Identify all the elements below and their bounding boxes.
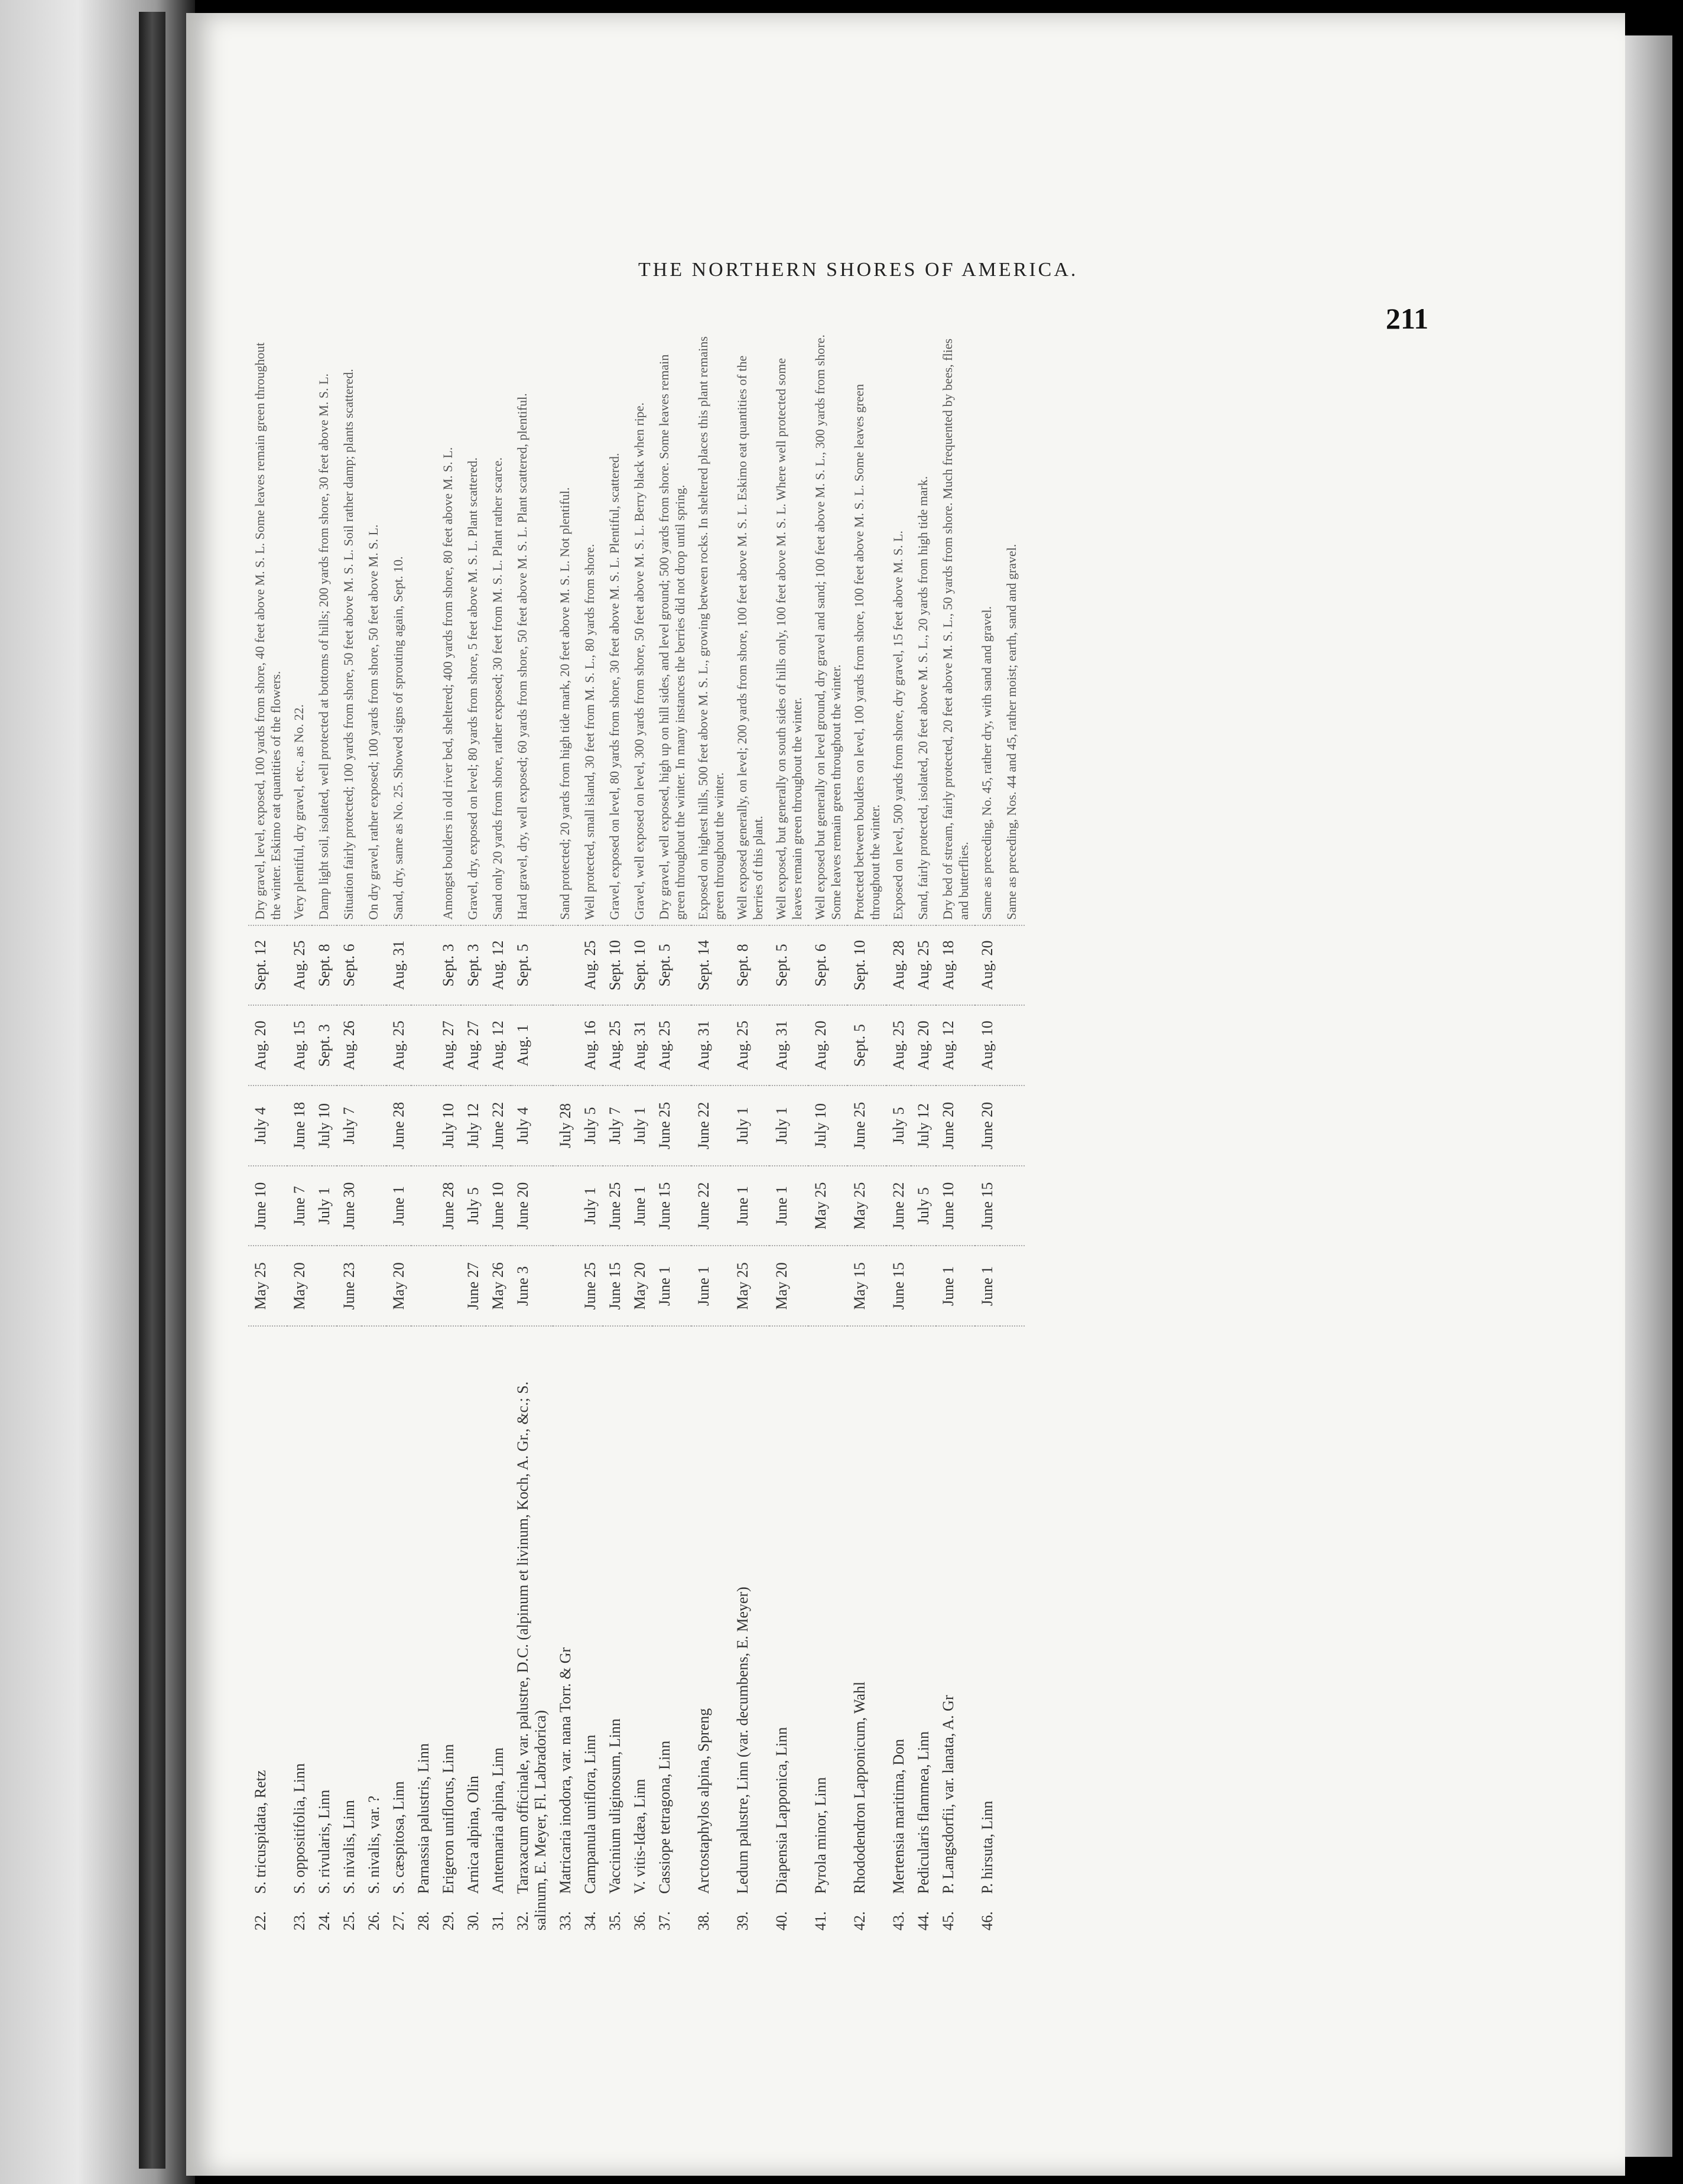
table-row: [287, 328, 312, 1935]
entry-number: 25.: [340, 1911, 358, 1930]
date-cell: June 15: [975, 1166, 1000, 1246]
species-name: Parnassia palustris, Linn: [415, 1743, 432, 1894]
date-cell: Aug. 27: [461, 1005, 486, 1086]
species-cell: [362, 1326, 386, 1935]
date-cell: Aug. 27: [436, 1005, 461, 1086]
remarks-cell: Sand, fairly protected, isolated, 20 feet above M. S. L., 20 yards from high tide mark.: [911, 328, 936, 925]
table-row: [312, 328, 337, 1935]
book-spine-shadow: [139, 12, 165, 2169]
table-body: [248, 328, 1025, 1935]
species-name: Pedicularis flammea, Linn: [915, 1731, 932, 1894]
species-name: S. tricuspidata, Retz: [252, 1770, 269, 1894]
date-cell: Aug. 31: [769, 1005, 808, 1086]
species-name: Antennaria alpina, Linn: [489, 1747, 506, 1894]
date-cell: June 1: [691, 1246, 730, 1327]
date-cell: [1000, 1086, 1025, 1166]
species-cell: [769, 1326, 808, 1935]
species-cell: [411, 1326, 436, 1935]
date-cell: Aug. 25: [911, 925, 936, 1006]
species-cell: [461, 1326, 486, 1935]
date-cell: May 20: [287, 1246, 312, 1327]
remarks-cell: Very plentiful, dry gravel, etc., as No. 22.: [287, 328, 312, 925]
date-cell: Sept. 5: [847, 1005, 886, 1086]
date-cell: Sept. 8: [730, 925, 769, 1006]
date-cell: Aug. 20: [911, 1005, 936, 1086]
species-name: Arctostaphylos alpina, Spreng: [695, 1708, 712, 1894]
species-name: Arnica alpina, Olin: [464, 1776, 482, 1894]
date-cell: June 22: [886, 1166, 911, 1246]
date-cell: [436, 1246, 461, 1327]
species-name: V. vitis-Idæa, Linn: [631, 1779, 648, 1894]
date-cell: June 10: [486, 1166, 511, 1246]
remarks-cell: Well exposed generally, on level; 200 yards from shore, 100 feet above M. S. L. Eskimo eat quantities of the berries of this plant.: [730, 328, 769, 925]
date-cell: [312, 1246, 337, 1327]
date-cell: May 20: [628, 1246, 652, 1327]
remarks-cell: Dry gravel, well exposed, high up on hill sides, and level ground; 500 yards from shore. Some leaves remain green throughout the winter. In many instances the berries did not drop until spring.: [652, 328, 691, 925]
date-cell: May 25: [248, 1246, 287, 1327]
entry-number: 26.: [365, 1911, 382, 1930]
date-cell: Aug. 10: [975, 1005, 1000, 1086]
date-cell: June 1: [386, 1166, 411, 1246]
date-cell: May 25: [847, 1166, 886, 1246]
entry-number: 40.: [773, 1911, 790, 1930]
date-cell: June 20: [936, 1086, 975, 1166]
entry-number: 24.: [316, 1911, 333, 1930]
date-cell: [362, 1166, 386, 1246]
facing-page-edge: [0, 0, 195, 2184]
date-cell: Sept. 3: [436, 925, 461, 1006]
species-cell: [486, 1326, 511, 1935]
species-name: S. oppositifolia, Linn: [291, 1763, 308, 1894]
species-cell: [628, 1326, 652, 1935]
date-cell: [1000, 1246, 1025, 1327]
date-cell: Aug. 20: [975, 925, 1000, 1006]
table-row: [411, 328, 436, 1935]
species-name: Mertensia maritima, Don: [890, 1738, 907, 1894]
date-cell: Aug. 25: [578, 925, 603, 1006]
date-cell: June 22: [691, 1086, 730, 1166]
entry-number: 41.: [812, 1911, 829, 1930]
entry-number: 46.: [979, 1911, 996, 1930]
species-cell: [936, 1326, 975, 1935]
date-cell: June 25: [847, 1086, 886, 1166]
species-name: Pyrola minor, Linn: [812, 1777, 829, 1894]
date-cell: [1000, 1005, 1025, 1086]
date-cell: May 25: [808, 1166, 847, 1246]
species-cell: [808, 1326, 847, 1935]
observation-table: [248, 328, 1025, 1935]
date-cell: July 4: [511, 1086, 553, 1166]
table-row: [769, 328, 808, 1935]
date-cell: Sept. 14: [691, 925, 730, 1006]
date-cell: [553, 1166, 578, 1246]
entry-number: 27.: [390, 1911, 407, 1930]
date-cell: June 15: [603, 1246, 628, 1327]
date-cell: July 1: [769, 1086, 808, 1166]
date-cell: June 1: [975, 1246, 1000, 1327]
date-cell: [411, 1166, 436, 1246]
date-cell: June 25: [578, 1246, 603, 1327]
entry-number: 34.: [581, 1911, 599, 1930]
date-cell: Sept. 3: [312, 1005, 337, 1086]
table-row: [553, 328, 578, 1935]
species-cell: [553, 1326, 578, 1935]
remarks-cell: Same as preceding, Nos. 44 and 45, rather moist; earth, sand and gravel.: [1000, 328, 1025, 925]
date-cell: June 22: [486, 1086, 511, 1166]
table-row: [578, 328, 603, 1935]
table-row: [975, 328, 1000, 1935]
date-cell: Aug. 20: [808, 1005, 847, 1086]
date-cell: Aug. 12: [936, 1005, 975, 1086]
entry-number: 31.: [489, 1911, 506, 1930]
date-cell: Sept. 10: [628, 925, 652, 1006]
date-cell: [362, 1005, 386, 1086]
table-row: [847, 328, 886, 1935]
date-cell: Aug. 25: [886, 1005, 911, 1086]
species-cell: [603, 1326, 628, 1935]
date-cell: June 1: [769, 1166, 808, 1246]
remarks-cell: Dry bed of stream, fairly protected, 20 feet above M. S. L., 50 yards from shore. Much frequented by bees, flies and butterflies.: [936, 328, 975, 925]
remarks-cell: Sand, dry, same as No. 25. Showed signs of sprouting again, Sept. 10.: [386, 328, 411, 925]
date-cell: July 7: [337, 1086, 362, 1166]
table-row: [248, 328, 287, 1935]
species-name: Vaccinium uliginosum, Linn: [606, 1718, 623, 1894]
table-row: [691, 328, 730, 1935]
date-cell: Sept. 5: [652, 925, 691, 1006]
remarks-cell: Gravel, dry, exposed on level; 80 yards from shore, 5 feet above M. S. L. Plant scattered.: [461, 328, 486, 925]
species-name: Erigeron uniflorus, Linn: [440, 1744, 457, 1894]
date-cell: Sept. 5: [511, 925, 553, 1006]
date-cell: June 20: [975, 1086, 1000, 1166]
entry-number: 33.: [557, 1911, 574, 1930]
date-cell: Aug. 20: [248, 1005, 287, 1086]
species-cell: [691, 1326, 730, 1935]
date-cell: Aug. 25: [603, 1005, 628, 1086]
species-cell: [436, 1326, 461, 1935]
species-cell: [312, 1326, 337, 1935]
species-name: P. Langsdorfii, var. lanata, A. Gr: [940, 1695, 957, 1894]
date-cell: July 7: [603, 1086, 628, 1166]
date-cell: June 3: [511, 1246, 553, 1327]
date-cell: July 10: [808, 1086, 847, 1166]
species-cell: [337, 1326, 362, 1935]
entry-number: 32.: [514, 1911, 531, 1930]
date-cell: June 18: [287, 1086, 312, 1166]
species-cell: [248, 1326, 287, 1935]
entry-number: 38.: [695, 1911, 712, 1930]
remarks-cell: Protected between boulders on level, 100 yards from shore, 100 feet above M. S. L. Some leaves green throughout the winter.: [847, 328, 886, 925]
date-cell: July 5: [911, 1166, 936, 1246]
date-cell: Aug. 28: [886, 925, 911, 1006]
species-cell: [847, 1326, 886, 1935]
table-row: [337, 328, 362, 1935]
entry-number: 23.: [291, 1911, 308, 1930]
date-cell: June 25: [652, 1086, 691, 1166]
date-cell: Aug. 12: [486, 925, 511, 1006]
date-cell: [553, 925, 578, 1006]
remarks-cell: Well protected, small island, 30 feet from M. S. L., 80 yards from shore.: [578, 328, 603, 925]
table-row: [603, 328, 628, 1935]
species-name: Rhododendron Lapponicum, Wahl: [851, 1681, 868, 1894]
species-cell: [911, 1326, 936, 1935]
remarks-cell: Exposed on highest hills, 500 feet above M. S. L., growing between rocks. In sheltered places this plant remains green throughout the winter.: [691, 328, 730, 925]
date-cell: Sept. 6: [337, 925, 362, 1006]
date-cell: June 28: [386, 1086, 411, 1166]
date-cell: May 15: [847, 1246, 886, 1327]
remarks-cell: Same as preceding, No. 45, rather dry, with sand and gravel.: [975, 328, 1000, 925]
date-cell: July 10: [312, 1086, 337, 1166]
table-row: [511, 328, 553, 1935]
species-name: Ledum palustre, Linn (var. decumbens, E. Meyer): [734, 1587, 751, 1894]
remarks-cell: Well exposed but generally on level ground, dry gravel and sand; 100 feet above M. S. L., 300 yards from shore. Some leaves remain green throughout the winter.: [808, 328, 847, 925]
remarks-cell: Dry gravel, level, exposed, 100 yards from shore, 40 feet above M. S. L. Some leaves remain green throughout the winter. Eskimo eat quantities of the flowers.: [248, 328, 287, 925]
date-cell: [362, 925, 386, 1006]
date-cell: June 10: [248, 1166, 287, 1246]
date-cell: [1000, 1166, 1025, 1246]
date-cell: July 12: [911, 1086, 936, 1166]
date-cell: [411, 925, 436, 1006]
date-cell: June 1: [730, 1166, 769, 1246]
date-cell: July 1: [312, 1166, 337, 1246]
remarks-cell: Damp light soil, isolated, well protected at bottoms of hills; 200 yards from shore, 30 feet above M. S. L.: [312, 328, 337, 925]
species-name: S. nivalis, Linn: [340, 1800, 358, 1894]
date-cell: July 1: [578, 1166, 603, 1246]
species-cell: [886, 1326, 911, 1935]
date-cell: [553, 1246, 578, 1327]
date-cell: July 5: [578, 1086, 603, 1166]
date-cell: June 1: [628, 1166, 652, 1246]
species-cell: [652, 1326, 691, 1935]
date-cell: June 1: [936, 1246, 975, 1327]
remarks-cell: On dry gravel, rather exposed; 100 yards from shore, 50 feet above M. S. L.: [362, 328, 386, 925]
entry-number: 39.: [734, 1911, 751, 1930]
date-cell: Sept. 10: [847, 925, 886, 1006]
date-cell: [411, 1246, 436, 1327]
table-row: [486, 328, 511, 1935]
date-cell: July 1: [730, 1086, 769, 1166]
remarks-cell: [411, 328, 436, 925]
remarks-cell: Situation fairly protected; 100 yards from shore, 50 feet above M. S. L. Soil rather damp; plants scattered.: [337, 328, 362, 925]
entry-number: 35.: [606, 1911, 623, 1930]
date-cell: Sept. 10: [603, 925, 628, 1006]
remarks-cell: Hard gravel, dry, well exposed; 60 yards from shore, 50 feet above M. S. L. Plant scattered, plentiful.: [511, 328, 553, 925]
species-name: Cassiope tetragona, Linn: [656, 1740, 673, 1894]
date-cell: June 22: [691, 1166, 730, 1246]
date-cell: Aug. 25: [386, 1005, 411, 1086]
date-cell: June 27: [461, 1246, 486, 1327]
remarks-cell: Sand only 20 yards from shore, rather exposed; 30 feet from M. S. L. Plant rather scarce.: [486, 328, 511, 925]
species-name: Taraxacum officinale, var. palustre, D.C. (alpinum et livinum, Koch, A. Gr., &c.; S. salinum, E. Meyer, Fl. Labradorica): [514, 1381, 549, 1930]
entry-number: 29.: [440, 1911, 457, 1930]
date-cell: June 10: [936, 1166, 975, 1246]
date-cell: [411, 1086, 436, 1166]
date-cell: Sept. 12: [248, 925, 287, 1006]
date-cell: Sept. 5: [769, 925, 808, 1006]
entry-number: 30.: [464, 1911, 482, 1930]
table-row: [628, 328, 652, 1935]
species-cell: [578, 1326, 603, 1935]
table-row: [461, 328, 486, 1935]
remarks-cell: Amongst boulders in old river bed, sheltered; 400 yards from shore, 80 feet above M. S. L.: [436, 328, 461, 925]
date-cell: June 1: [652, 1246, 691, 1327]
date-cell: Sept. 3: [461, 925, 486, 1006]
table-row: [362, 328, 386, 1935]
species-cell: [1000, 1326, 1025, 1935]
date-cell: Sept. 8: [312, 925, 337, 1006]
table-row: [1000, 328, 1025, 1935]
table-row: [730, 328, 769, 1935]
species-cell: [730, 1326, 769, 1935]
date-cell: [411, 1005, 436, 1086]
date-cell: June 15: [652, 1166, 691, 1246]
date-cell: June 23: [337, 1246, 362, 1327]
date-cell: Aug. 18: [936, 925, 975, 1006]
date-cell: [553, 1005, 578, 1086]
table-row: [936, 328, 975, 1935]
date-cell: May 20: [769, 1246, 808, 1327]
species-name: Campanula uniflora, Linn: [581, 1734, 599, 1894]
date-cell: May 20: [386, 1246, 411, 1327]
date-cell: [911, 1246, 936, 1327]
entry-number: 22.: [252, 1911, 269, 1930]
species-name: S. nivalis, var. ?: [365, 1795, 382, 1894]
entry-number: 44.: [915, 1911, 932, 1930]
date-cell: June 25: [603, 1166, 628, 1246]
date-cell: July 28: [553, 1086, 578, 1166]
date-cell: Aug. 25: [652, 1005, 691, 1086]
species-name: P. hirsuta, Linn: [979, 1800, 996, 1894]
date-cell: May 25: [730, 1246, 769, 1327]
date-cell: July 10: [436, 1086, 461, 1166]
date-cell: [362, 1086, 386, 1166]
species-name: S. cæspitosa, Linn: [390, 1781, 407, 1894]
date-cell: July 5: [886, 1086, 911, 1166]
table-row: [386, 328, 411, 1935]
entry-number: 28.: [415, 1911, 432, 1930]
species-cell: [386, 1326, 411, 1935]
date-cell: June 30: [337, 1166, 362, 1246]
table-row: [886, 328, 911, 1935]
table-row: [436, 328, 461, 1935]
species-name: Matricaria inodora, var. nana Torr. & Gr: [557, 1647, 574, 1894]
date-cell: [362, 1246, 386, 1327]
remarks-cell: Well exposed, but generally on south sides of hills only, 100 feet above M. S. L. Where well protected some leaves remain green throughout the winter.: [769, 328, 808, 925]
date-cell: [1000, 925, 1025, 1006]
date-cell: Aug. 15: [287, 1005, 312, 1086]
date-cell: June 15: [886, 1246, 911, 1327]
date-cell: Aug. 31: [628, 1005, 652, 1086]
remarks-cell: Gravel, well exposed on level, 300 yards from shore, 50 feet above M. S. L. Berry black when ripe.: [628, 328, 652, 925]
date-cell: June 28: [436, 1166, 461, 1246]
species-cell: [287, 1326, 312, 1935]
date-cell: Aug. 1: [511, 1005, 553, 1086]
date-cell: July 1: [628, 1086, 652, 1166]
date-cell: May 26: [486, 1246, 511, 1327]
table-row: [808, 328, 847, 1935]
entry-number: 45.: [940, 1911, 957, 1930]
date-cell: Aug. 31: [386, 925, 411, 1006]
species-name: S. rivularis, Linn: [316, 1789, 333, 1894]
species-name: Diapensia Lapponica, Linn: [773, 1727, 790, 1894]
date-cell: Aug. 26: [337, 1005, 362, 1086]
remarks-cell: Sand protected; 20 yards from high tide mark, 20 feet above M. S. L. Not plentiful.: [553, 328, 578, 925]
date-cell: Aug. 12: [486, 1005, 511, 1086]
species-cell: [511, 1326, 553, 1935]
date-cell: July 4: [248, 1086, 287, 1166]
date-cell: July 5: [461, 1166, 486, 1246]
entry-number: 43.: [890, 1911, 907, 1930]
date-cell: Aug. 31: [691, 1005, 730, 1086]
table-row: [911, 328, 936, 1935]
date-cell: June 20: [511, 1166, 553, 1246]
running-head: THE NORTHERN SHORES OF AMERICA.: [638, 259, 1078, 281]
entry-number: 42.: [851, 1911, 868, 1930]
date-cell: Aug. 16: [578, 1005, 603, 1086]
date-cell: July 12: [461, 1086, 486, 1166]
date-cell: Aug. 25: [730, 1005, 769, 1086]
species-cell: [975, 1326, 1000, 1935]
plant-observation-table: [248, 328, 1412, 1935]
date-cell: June 7: [287, 1166, 312, 1246]
remarks-cell: Gravel, exposed on level, 80 yards from shore, 30 feet above M. S. L. Plentiful, scattered.: [603, 328, 628, 925]
table-row: [652, 328, 691, 1935]
remarks-cell: Exposed on level, 500 yards from shore, dry gravel, 15 feet above M. S. L.: [886, 328, 911, 925]
entry-number: 36.: [631, 1911, 648, 1930]
date-cell: [808, 1246, 847, 1327]
date-cell: Aug. 25: [287, 925, 312, 1006]
date-cell: Sept. 6: [808, 925, 847, 1006]
page-stack-edge: [1619, 35, 1672, 2157]
page-number: 211: [1386, 302, 1429, 335]
entry-number: 37.: [656, 1911, 673, 1930]
